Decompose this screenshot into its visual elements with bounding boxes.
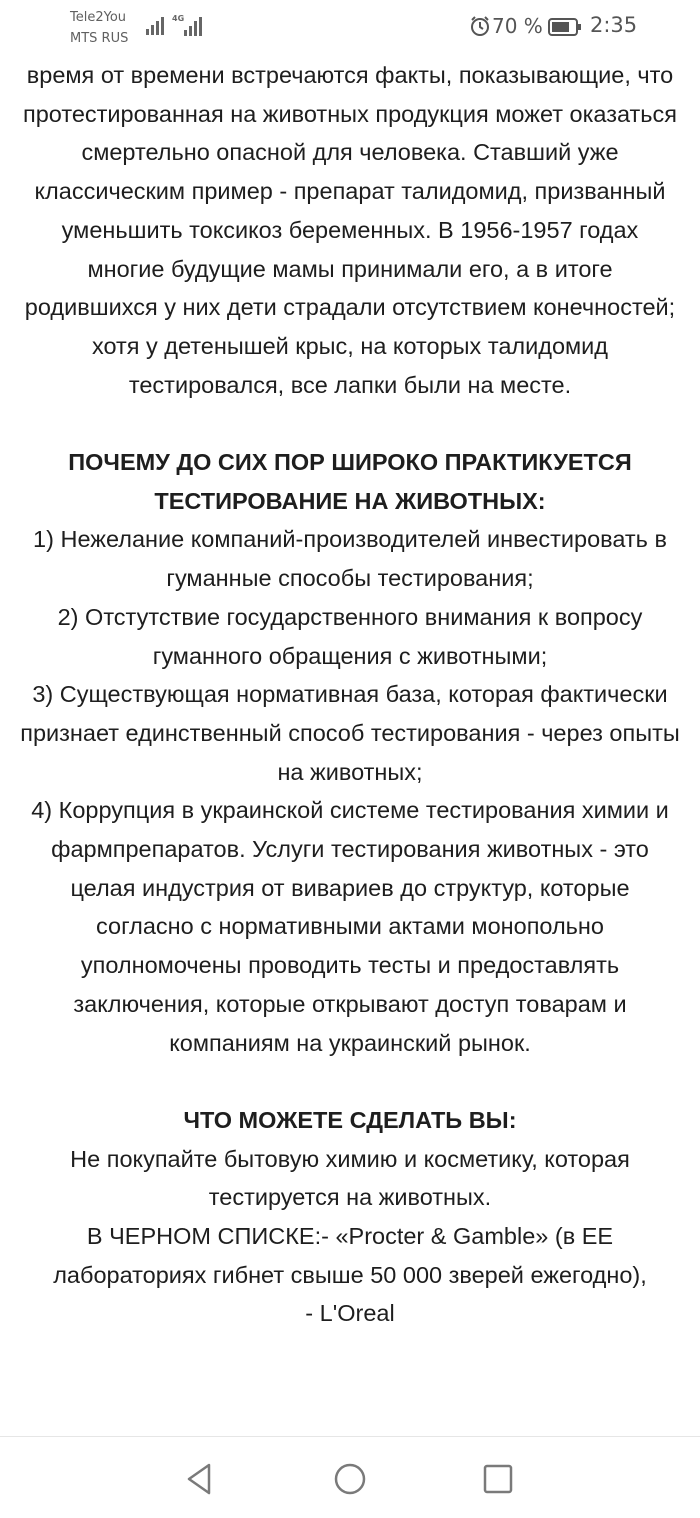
- carrier-name-2: MTS RUS: [70, 31, 129, 46]
- list-item: 4) Коррупция в украинской системе тестирования химии и фармпрепаратов. Услуги тестирования животных - это целая индустрия от вивариев до структур, которые согласно с нормативными актами монопольно уполномочены проводить тесты и предоставлять заключения, которые открывают доступ товарам и компаниям на украинский рынок.: [31, 797, 669, 1056]
- section-heading-what-you-can-do: ЧТО МОЖЕТЕ СДЕЛАТЬ ВЫ:: [183, 1106, 517, 1133]
- article-content: [20, 56, 680, 1436]
- status-bar: [0, 0, 700, 56]
- carrier-info: [70, 7, 128, 49]
- home-icon[interactable]: [330, 1459, 370, 1499]
- blacklist-text: В ЧЕРНОМ СПИСКЕ:- «Procter & Gamble» (в ЕЕ лабораториях гибнет свыше 50 000 зверей ежегодно),: [53, 1223, 647, 1288]
- clock: 2:35: [590, 13, 638, 37]
- signal-4g-icon: [172, 13, 208, 37]
- list-item: 1) Нежелание компаний-производителей инвестировать в гуманные способы тестирования;: [33, 526, 667, 592]
- battery-icon: [548, 18, 582, 36]
- alarm-icon: [469, 15, 491, 37]
- article-intro: время от времени встречаются факты, показывающие, что протестированная на животных продукция может оказаться смертельно опасной для человека. Ставший уже классическим пример - препарат талидомид, призванный уменьшить токсикоз беременных. В 1956-1957 годах многие будущие мамы принимали его, а в итоге родившихся у них дети страдали отсутствием конечностей; хотя у детенышей крыс, на которых талидомид тестировался, все лапки были на месте.: [22, 62, 678, 398]
- section-text: Не покупайте бытовую химию и косметику, которая тестируется на животных.: [70, 1145, 630, 1211]
- signal-icon: [146, 15, 168, 35]
- battery-level: 70 %: [492, 14, 543, 38]
- list-item: 3) Существующая нормативная база, которая фактически признает единственный способ тестирования - через опыты на животных;: [20, 681, 680, 785]
- list-item: 2) Отстутствие государственного внимания к вопросу гуманного обращения с животными;: [57, 603, 643, 669]
- section-heading-why: ПОЧЕМУ ДО СИХ ПОР ШИРОКО ПРАКТИКУЕТСЯ ТЕСТИРОВАНИЕ НА ЖИВОТНЫХ:: [68, 449, 632, 514]
- navigation-bar: [0, 1436, 700, 1518]
- back-icon[interactable]: [180, 1459, 220, 1499]
- blacklist-next-item: - L'Oreal: [305, 1300, 395, 1327]
- network-type-label: 4G: [172, 14, 185, 23]
- recents-icon[interactable]: [478, 1459, 518, 1499]
- carrier-name-1: Tele2You: [70, 10, 127, 25]
